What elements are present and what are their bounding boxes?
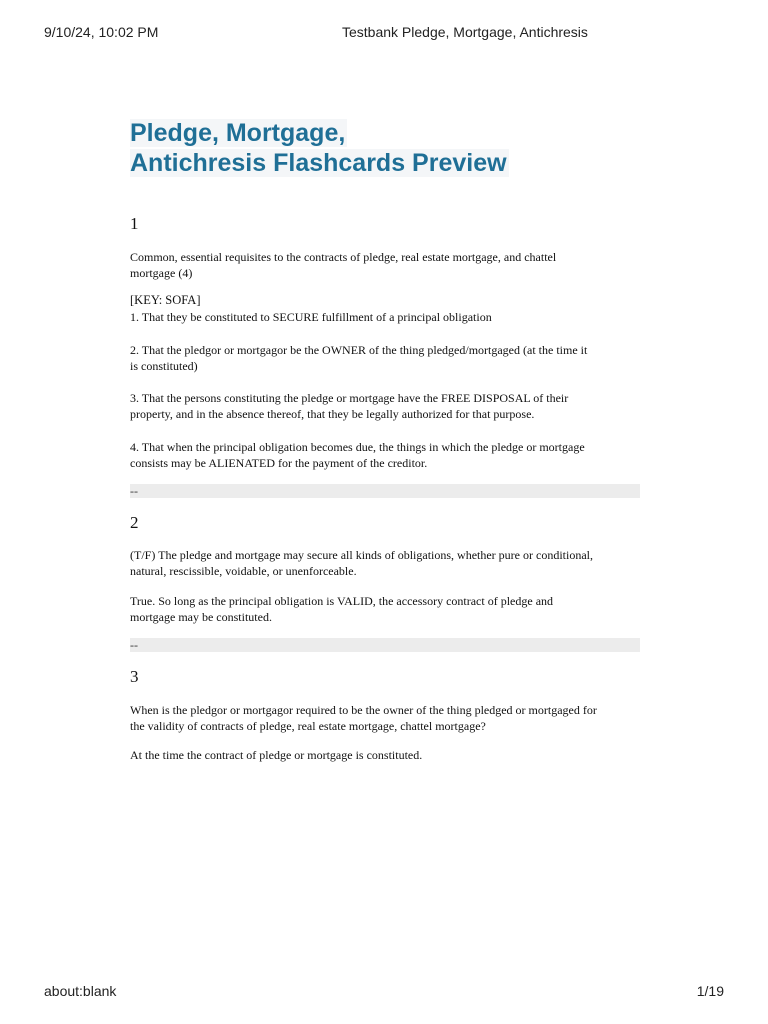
question-line: When is the pledgor or mortgagor required to be the owner of the thing pledged or mortgaged for <box>130 703 597 717</box>
question-line: natural, rescissible, voidable, or unenforceable. <box>130 564 357 578</box>
answer-line: consists may be ALIENATED for the payment of the creditor. <box>130 456 428 470</box>
answer-line: True. So long as the principal obligation is VALID, the accessory contract of pledge and <box>130 594 554 608</box>
card-answer <box>130 593 553 625</box>
card-question <box>130 547 593 579</box>
question-line: the validity of contracts of pledge, real estate mortgage, chattel mortgage? <box>130 719 486 733</box>
question-line: (T/F) The pledge and mortgage may secure all kinds of obligations, whether pure or conditional, <box>130 548 593 562</box>
question-line: mortgage (4) <box>130 266 193 280</box>
page-title-line-2: Antichresis Flashcards Preview <box>130 149 507 177</box>
answer-line: 2. That the pledgor or mortgagor be the OWNER of the thing pledged/mortgaged (at the time it <box>130 343 588 357</box>
card-key <box>130 292 201 308</box>
card-question <box>130 702 597 734</box>
card-answer-item <box>130 309 492 325</box>
answer-line: 1. That they be constituted to SECURE fulfillment of a principal obligation <box>130 310 492 324</box>
print-datetime: 9/10/24, 10:02 PM <box>44 24 159 40</box>
card-separator: -- <box>130 638 640 652</box>
flashcard-2 <box>130 513 640 624</box>
print-footer <box>0 983 768 1003</box>
print-url: about:blank <box>44 983 117 999</box>
page-counter: 1/19 <box>696 983 724 999</box>
print-document-title: Testbank Pledge, Mortgage, Antichresis <box>342 24 588 40</box>
answer-line: is constituted) <box>130 359 198 373</box>
card-answer-item <box>130 390 568 422</box>
card-number: 3 <box>130 667 139 686</box>
flashcard-3 <box>130 667 640 762</box>
card-question <box>130 249 556 281</box>
question-line: Common, essential requisites to the contracts of pledge, real estate mortgage, and chattel <box>130 250 557 264</box>
card-separator: -- <box>130 484 640 498</box>
key-line: [KEY: SOFA] <box>130 293 201 307</box>
card-number: 1 <box>130 214 139 233</box>
page-title <box>130 118 640 178</box>
answer-line: property, and in the absence thereof, that they be legally authorized for that purpose. <box>130 407 535 421</box>
card-answer-item <box>130 439 585 471</box>
answer-line: mortgage may be constituted. <box>130 610 272 624</box>
answer-line: 3. That the persons constituting the pledge or mortgage have the FREE DISPOSAL of their <box>130 391 569 405</box>
page-title-line-1: Pledge, Mortgage, <box>130 119 346 147</box>
card-answer <box>130 747 422 763</box>
card-answer-item <box>130 342 587 374</box>
card-number: 2 <box>130 513 139 532</box>
answer-line: 4. That when the principal obligation becomes due, the things in which the pledge or mortgage <box>130 440 585 454</box>
answer-line: At the time the contract of pledge or mortgage is constituted. <box>130 748 423 762</box>
print-header <box>0 24 768 44</box>
document-content <box>130 118 640 178</box>
flashcard-1 <box>130 214 640 470</box>
